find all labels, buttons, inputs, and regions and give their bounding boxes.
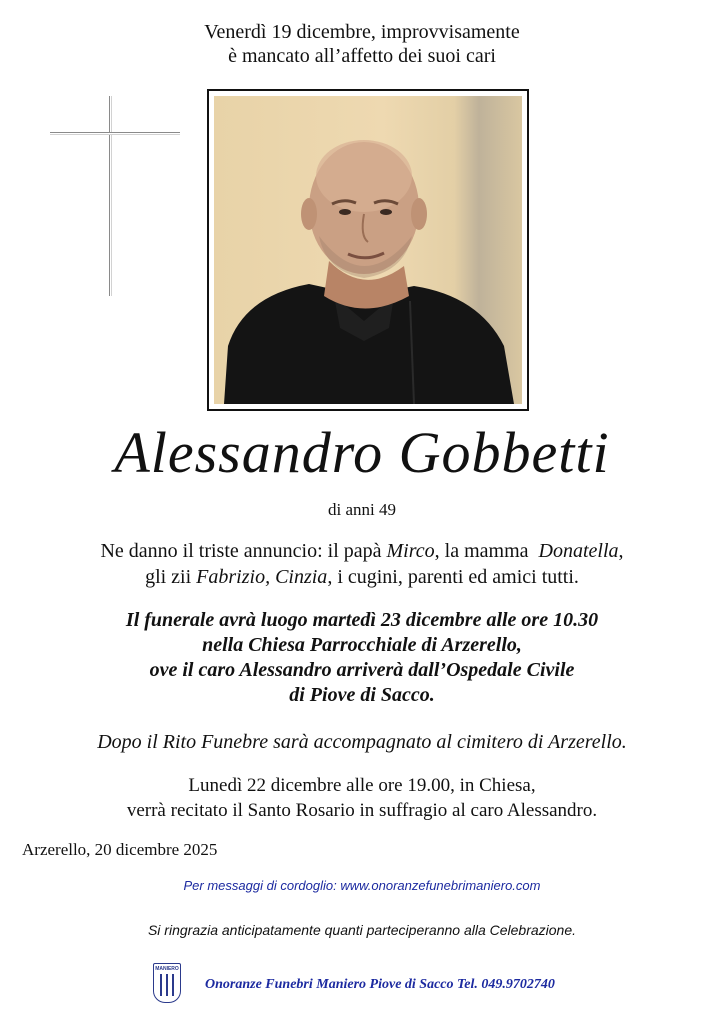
rosary-info [0, 773, 724, 823]
funeral-line-2: nella Chiesa Parrocchiale di Arzerello, [202, 634, 522, 656]
funeral-line-1: Il funerale avrà luogo martedì 23 dicembre alle ore 10.30 [125, 609, 599, 631]
mother-name: Donatella [538, 540, 619, 562]
funeral-line-3: ove il caro Alessandro arriverà dall’Ospedale Civile [149, 659, 575, 681]
announcement-text: gli zii [145, 566, 197, 588]
intro-text [0, 20, 724, 68]
announcement-text: , [618, 540, 624, 562]
uncles-names: Fabrizio, Cinzia [196, 566, 328, 588]
deceased-age: di anni 49 [328, 500, 396, 519]
maniero-logo-icon [153, 963, 181, 1003]
thanks-text: Si ringrazia anticipatamente quanti parteciperanno alla Celebrazione. [147, 922, 577, 938]
funeral-info [0, 608, 724, 708]
portrait-frame [207, 89, 529, 411]
intro-line-2: è mancato all’affetto dei suoi cari [228, 45, 496, 67]
portrait-photo [214, 96, 522, 404]
father-name: Mirco [386, 540, 435, 562]
announcement-text: , i cugini, parenti ed amici tutti. [327, 566, 579, 588]
logo-text: MANIERO [155, 966, 179, 972]
announcement-text: , la mamma [434, 540, 539, 562]
funeral-line-4: di Piove di Sacco. [289, 684, 435, 706]
rosary-line-1: Lunedì 22 dicembre alle ore 19.00, in Chiesa, [188, 775, 536, 796]
announcement [0, 538, 724, 590]
portrait-illustration [214, 96, 522, 404]
place-date: Arzerello, 20 dicembre 2025 [22, 840, 218, 859]
company-footer: Onoranze Funebri Maniero Piove di Sacco Tel. 049.9702740 [205, 977, 555, 992]
announcement-text: Ne danno il triste annuncio: il papà [100, 540, 387, 562]
announcement-line-2 [0, 564, 724, 590]
announcement-line-1 [0, 538, 724, 564]
deceased-name: Alessandro Gobbetti [114, 420, 610, 485]
intro-line-1: Venerdì 19 dicembre, improvvisamente [204, 21, 520, 43]
condolence-messages: Per messaggi di cordoglio: www.onoranzefunebrimaniero.com [183, 878, 541, 893]
rosary-line-2: verrà recitato il Santo Rosario in suffragio al caro Alessandro. [126, 800, 598, 821]
burial-info: Dopo il Rito Funebre sarà accompagnato al cimitero di Arzerello. [97, 731, 627, 753]
cross-icon [50, 96, 180, 296]
